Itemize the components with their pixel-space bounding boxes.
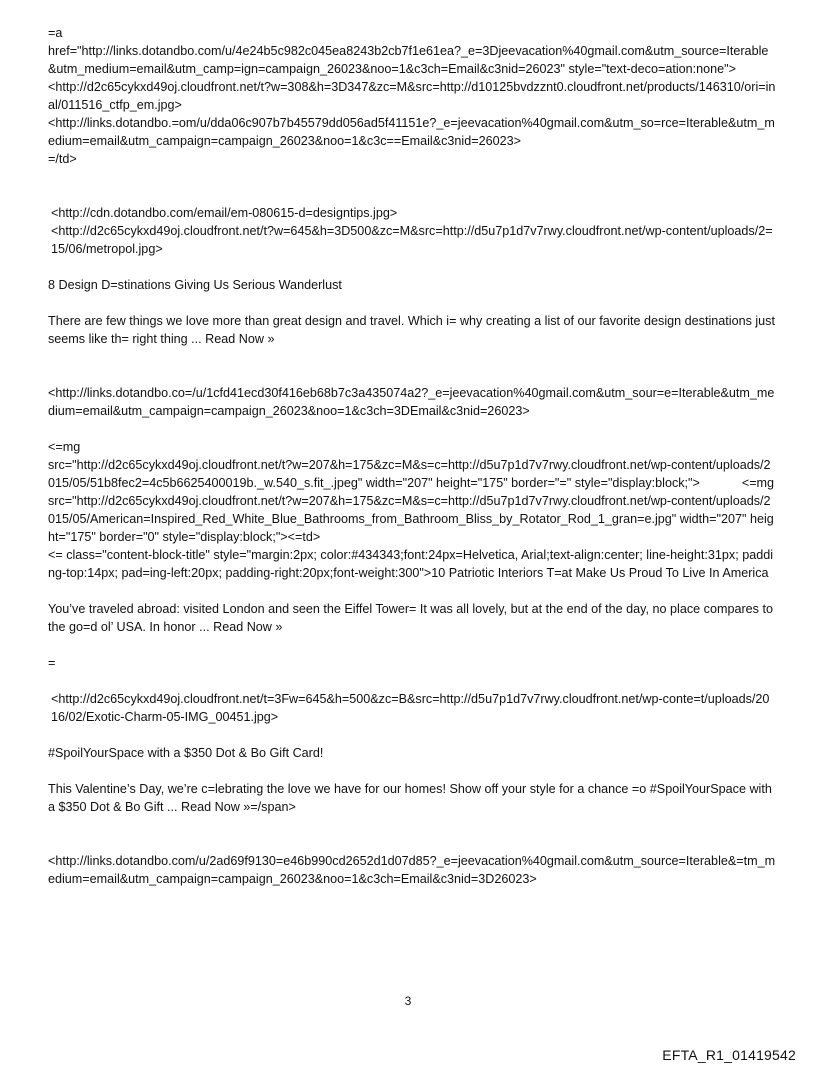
text-line: src="http://d2c65cykxd49oj.cloudfront.net/t?w=207&h=175&zc=M&s=c=http://d5u7p1d7v7rwy.cloudfront.net/wp-content/uploads/2015/05/American=Inspired_Red_White_Blue_Bathrooms_from_Bathroom_Bliss_by_Rotator_Rod_1_gran=e.jpg" width="207" height="175" border="0" style="display:block;"><=td>	[48, 494, 774, 544]
text-line: <http://links.dotandbo.=om/u/dda06c907b7b45579dd056ad5f41151e?_e=jeevacation%40gmail.com&utm_so=rce=Iterable&utm_medium=email&utm_campaign=campaign_26023&noo=1&c3c==Email&c3nid=26023>	[48, 116, 775, 148]
page-number: 3	[404, 994, 412, 1008]
article-summary: There are few things we love more than great design and travel. Which i= why creating a list of our favorite design destinations just seems like th= right thing ... Read Now »	[48, 314, 775, 346]
text-line: =/td>	[48, 152, 77, 166]
blank-line	[48, 294, 776, 312]
blank-line	[48, 762, 776, 780]
blank-line	[48, 582, 776, 600]
text-line: <http://links.dotandbo.co=/u/1cfd41ecd30f416eb68b7c3a435074a2?_e=jeevacation%40gmail.com&utm_sour=e=Iterable&utm_medium=email&utm_campaign=campaign_26023&noo=1&c3ch=3DEmail&c3nid=26023>	[48, 386, 775, 418]
text-line: =	[48, 656, 56, 670]
text-line: <http://d2c65cykxd49oj.cloudfront.net/t?w=645&h=3D500&zc=M&src=http://d5u7p1d7v7rwy.cloudfront.net/wp-content/uploads/2=15/06/metropol.jpg>	[51, 224, 773, 256]
blank-line	[48, 186, 776, 204]
email-body-text	[48, 24, 776, 888]
article-summary: You’ve traveled abroad: visited London and seen the Eiffel Tower= It was all lovely, but at the end of the day, no place compares to the go=d ol’ USA. In honor ... Read Now »	[48, 602, 773, 634]
text-line: =a	[48, 26, 63, 40]
text-line: <= class="content-block-title" style="margin:2px; color:#434343;font:24px=Helvetica, Arial;text-align:center; line-height:31px; padding-top:14px; pad=ing-left:20px; padding-right:20px;font-weight:300">10 Patriotic Interiors T=at Make Us Proud To Live In America	[48, 548, 774, 580]
blank-line	[48, 168, 776, 186]
document-id-stamp: EFTA_R1_01419542	[662, 1047, 796, 1063]
article-title: #SpoilYourSpace with a $350 Dot & Bo Gift Card!	[48, 746, 324, 760]
article-title: 8 Design D=stinations Giving Us Serious Wanderlust	[48, 278, 342, 292]
blank-line	[48, 726, 776, 744]
text-line: src="http://d2c65cykxd49oj.cloudfront.net/t?w=207&h=175&zc=M&s=c=http://d5u7p1d7v7rwy.cloudfront.net/wp-content/uploads/2015/05/51b8fec2=4c5b6625400019b._w.540_s.fit_.jpeg" width="207" height="175" border="=" style="display:block;"> <=mg	[48, 458, 775, 490]
blank-line	[48, 816, 776, 834]
article-summary: This Valentine’s Day, we’re c=lebrating the love we have for our homes! Show off your style for a chance =o #SpoilYourSpace with a $350 Dot & Bo Gift ... Read Now »=/span>	[48, 782, 772, 814]
text-line: <http://cdn.dotandbo.com/email/em-080615-d=designtips.jpg>	[51, 206, 398, 220]
text-line: <http://d2c65cykxd49oj.cloudfront.net/t?w=308&h=3D347&zc=M&src=http://d10125bvdzznt0.cloudfront.net/products/146310/ori=inal/011516_ctfp_em.jpg>	[48, 80, 776, 112]
blank-line	[48, 420, 776, 438]
blank-line	[48, 672, 776, 690]
blank-line	[48, 258, 776, 276]
blank-line	[48, 636, 776, 654]
blank-line	[48, 348, 776, 366]
text-line: <http://d2c65cykxd49oj.cloudfront.net/t=3Fw=645&h=500&zc=B&src=http://d5u7p1d7v7rwy.cloudfront.net/wp-conte=t/uploads/2016/02/Exotic-Charm-05-IMG_00451.jpg>	[51, 692, 770, 724]
text-line: <http://links.dotandbo.com/u/2ad69f9130=e46b990cd2652d1d07d85?_e=jeevacation%40gmail.com&utm_source=Iterable&=tm_medium=email&utm_campaign=campaign_26023&noo=1&c3ch=Email&c3nid=3D26023>	[48, 854, 776, 886]
text-line: href="http://links.dotandbo.com/u/4e24b5c982c045ea8243b2cb7f1e61ea?_e=3Djeevacation%40gmail.com&utm_source=Iterable&utm_medium=email&utm_camp=ign=campaign_26023&noo=1&c3ch=Email&c3nid=26023" style="text-deco=ation:none">	[48, 44, 769, 76]
blank-line	[48, 366, 776, 384]
blank-line	[48, 834, 776, 852]
text-line: <=mg	[48, 440, 81, 454]
